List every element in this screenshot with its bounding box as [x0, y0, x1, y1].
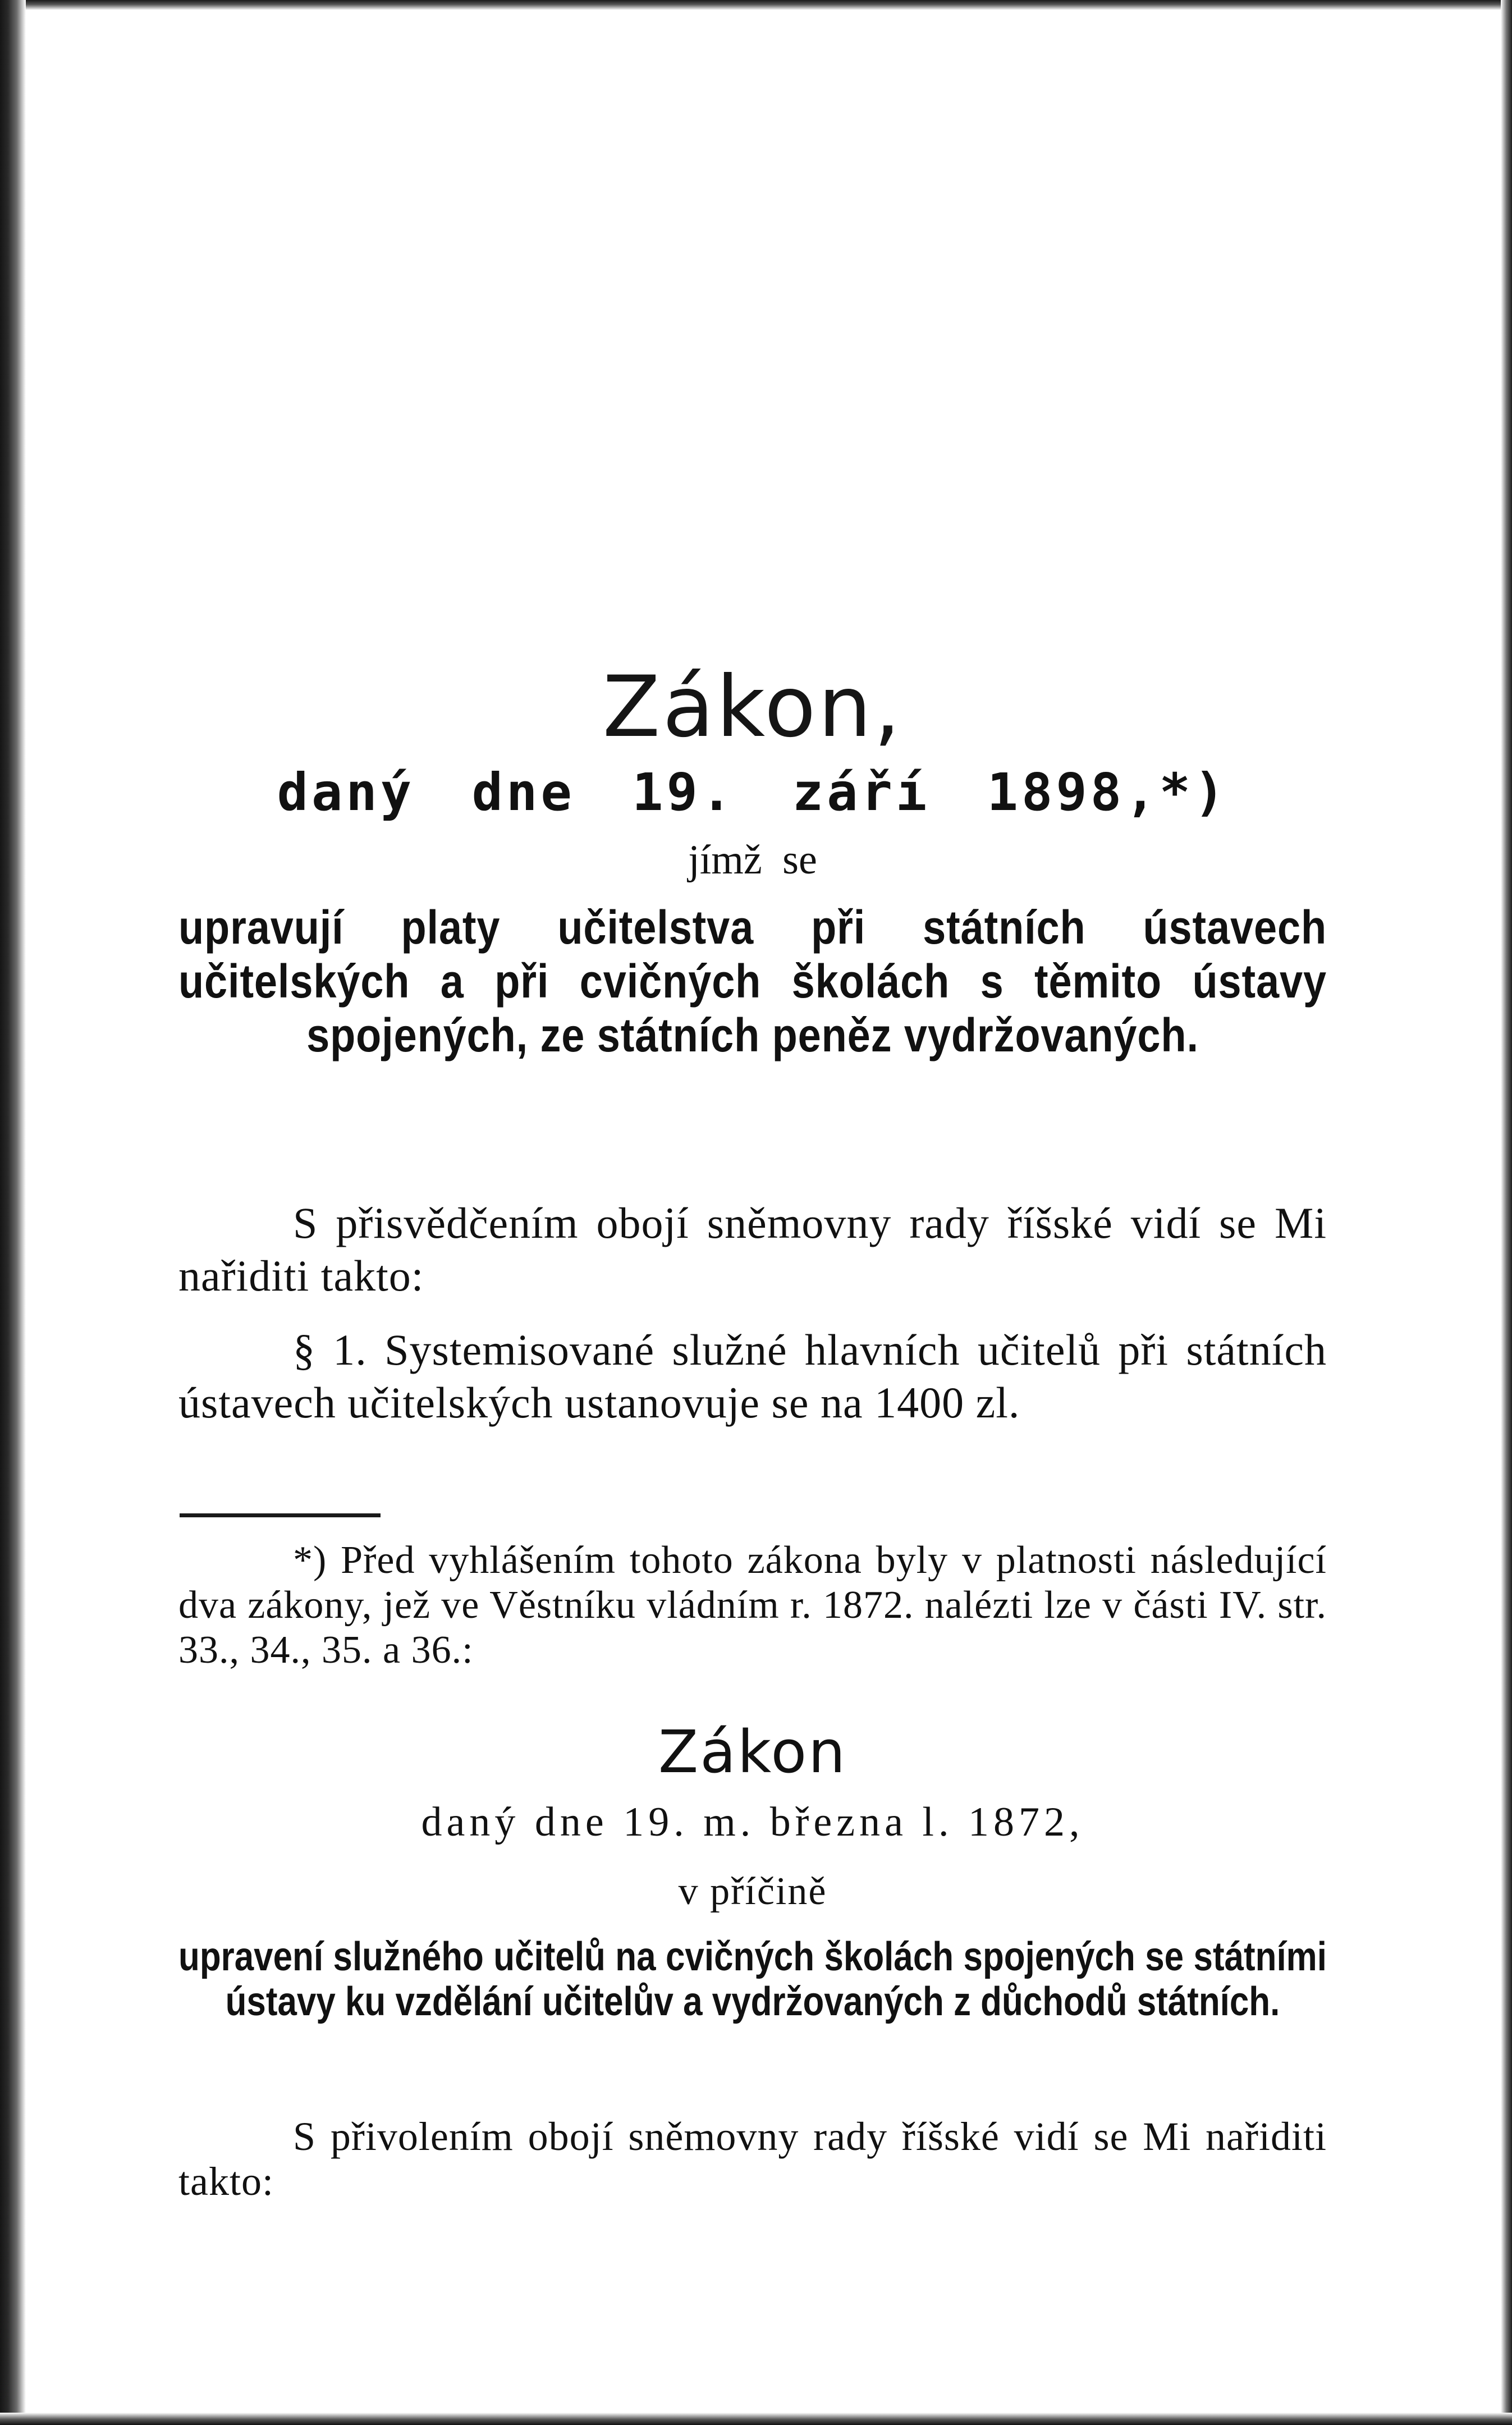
scan-edge-left: [0, 0, 26, 2425]
scan-edge-bottom: [0, 2413, 1512, 2425]
law-title: Zákon,: [602, 658, 903, 756]
law-preamble: S přisvědčením obojí sněmovny rady říšské vidí se Mi nařiditi takto:: [178, 1198, 1327, 1300]
law-subject: upravují platy učitelstva při státních ústavech učitelských a při cvičných školách s těmito ústavy spojených, ze státních peněz vydržovaných.: [178, 901, 1327, 1061]
law-paragraph-1: § 1. Systemisované služné hlavních učitelů při státních ústavech učitelských ustanovuje se na 1400 zl.: [178, 1325, 1327, 1427]
footnote-law-date: daný dne 19. m. března l. 1872,: [421, 1799, 1084, 1845]
footnote-law-subject: upravení služného učitelů na cvičných školách spojených se státními ústavy ku vzdělání učitelův a vydržovaných z důchodů státních.: [178, 1934, 1327, 2024]
footnote-law-cause: v příčině: [678, 1870, 827, 1913]
footnote-law-title: Zákon: [658, 1718, 847, 1786]
footnote-text: *) Před vyhlášením tohoto zákona byly v platnosti následující dva zákony, jež ve Věstníku vládním r. 1872. nalézti lze v části IV. str. 33., 34., 35. a 36.:: [178, 1539, 1327, 1672]
law-connector: jímž se: [688, 837, 817, 883]
law-date-line: daný dne 19. září 1898,*): [277, 762, 1229, 822]
footnote-law-preamble: S přivolením obojí sněmovny rady říšské vidí se Mi nařiditi takto:: [178, 2114, 1327, 2204]
scan-edge-top: [0, 0, 1512, 10]
footnote-divider: [180, 1513, 381, 1517]
scan-edge-right: [1501, 0, 1512, 2425]
